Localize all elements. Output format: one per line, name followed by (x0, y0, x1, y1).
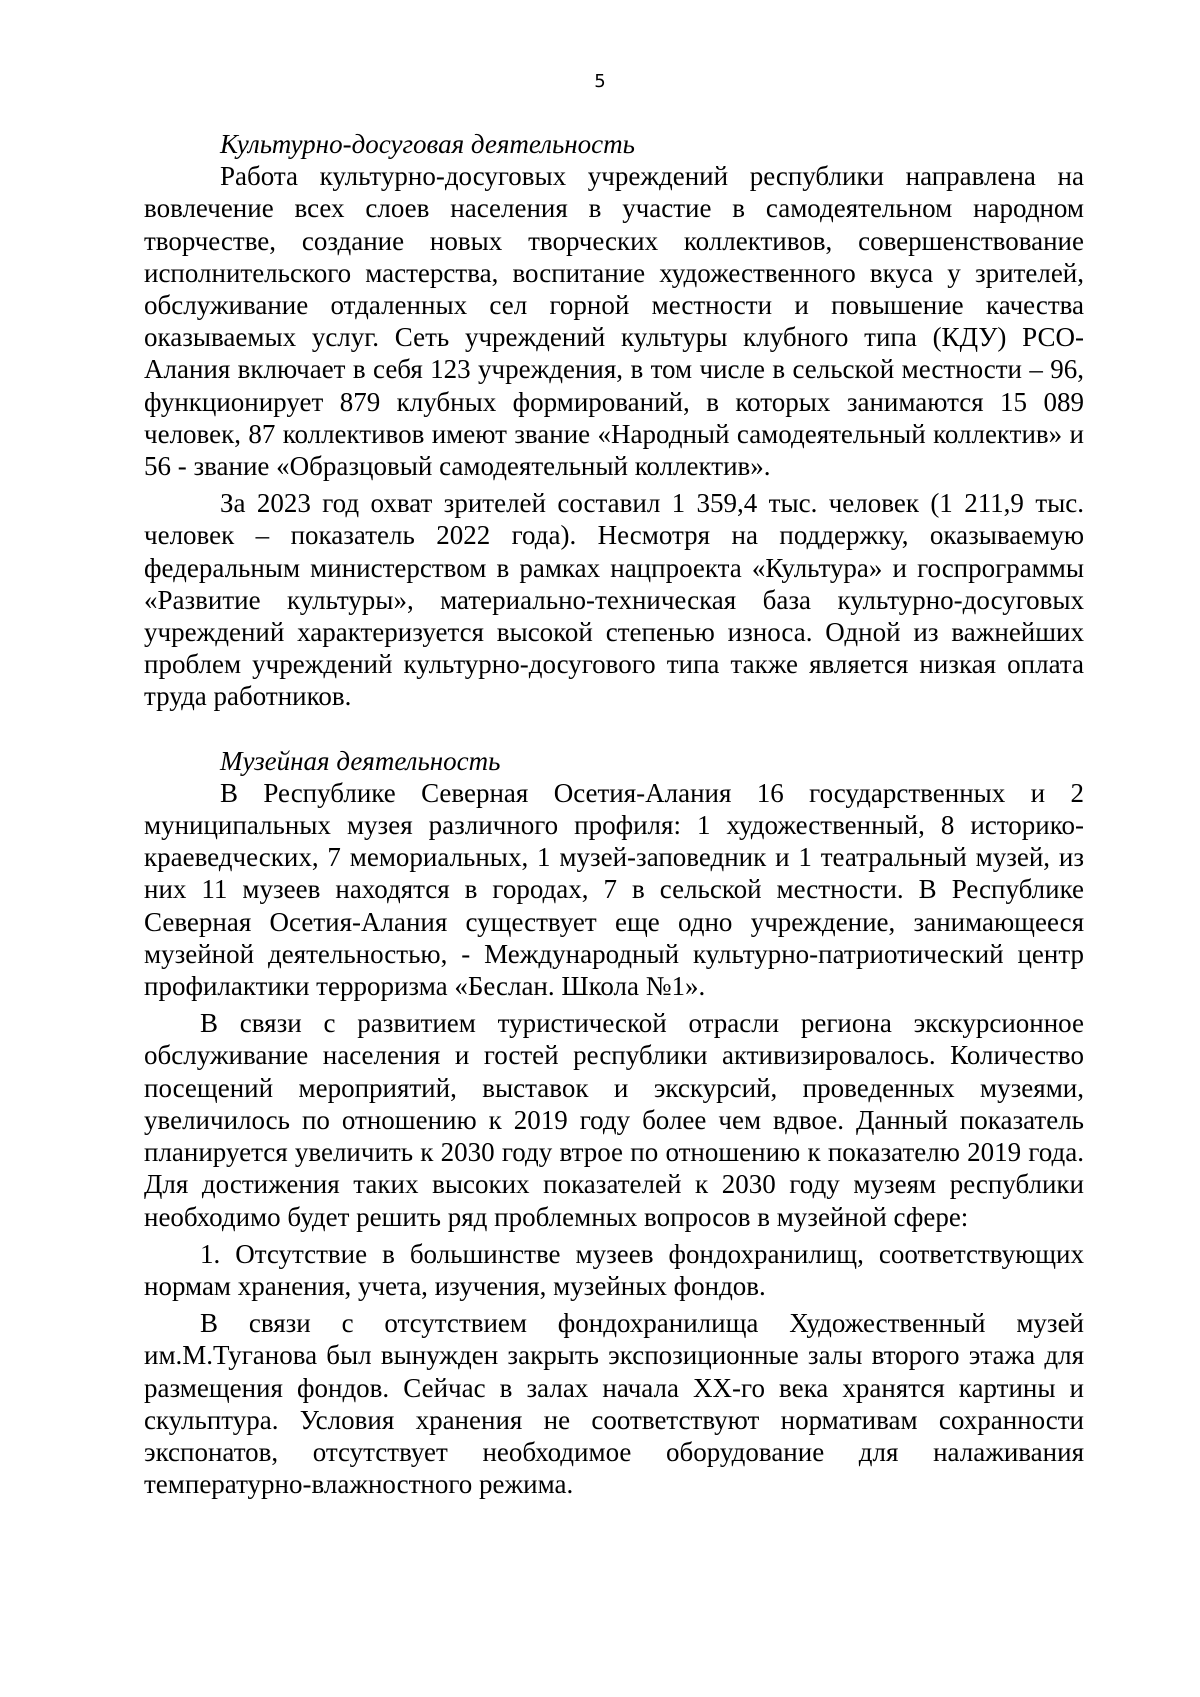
paragraph: Работа культурно-досуговых учреждений республики направлена на вовлечение всех слоев населения в участие в самодеятельном народном творчестве, создание новых творческих коллективов, совершенствование исполнительского мастерства, воспитание художественного вкуса у зрителей, обслуживание отдаленных сел горной местности и повышение качества оказываемых услуг. Сеть учреждений культуры клубного типа (КДУ) РСО-Алания включает в себя 123 учреждения, в том числе в сельской местности – 96, функционирует 879 клубных формирований, в которых занимаются 15 089 человек, 87 коллективов имеют звание «Народный самодеятельный коллектив» и 56 - звание «Образцовый самодеятельный коллектив». (144, 161, 1084, 482)
paragraph: В связи с развитием туристической отрасли региона экскурсионное обслуживание населения и гостей республики активизировалось. Количество посещений мероприятий, выставок и экскурсий, проведенных музеями, увеличилось по отношению к 2019 году более чем вдвое. Данный показатель планируется увеличить к 2030 году втрое по отношению к показателю 2019 года. Для достижения таких высоких показателей к 2030 году музеям республики необходимо будет решить ряд проблемных вопросов в музейной сфере: (144, 1008, 1084, 1232)
list-item: 1. Отсутствие в большинстве музеев фондохранилищ, соответствующих нормам хранения, учета, изучения, музейных фондов. (144, 1238, 1084, 1301)
paragraph: В Республике Северная Осетия-Алания 16 государственных и 2 муниципальных музея различного профиля: 1 художественный, 8 историко-краеведческих, 7 мемориальных, 1 музей-заповедник и 1 театральный музей, из них 11 музеев находятся в городах, 7 в сельской местности. В Республике Северная Осетия-Алания существует еще одно учреждение, занимающееся музейной деятельностью, - Международный культурно-патриотический центр профилактики терроризма «Беслан. Школа №1». (144, 777, 1084, 1002)
paragraph: В связи с отсутствием фондохранилища Художественный музей им.М.Туганова был вынужден закрыть экспозиционные залы второго этажа для размещения фондов. Сейчас в залах начала XX-го века хранятся картины и скульптура. Условия хранения не соответствуют нормативам сохранности экспонатов, отсутствует необходимое оборудование для налаживания температурно-влажностного режима. (144, 1308, 1084, 1500)
document-body (144, 128, 1084, 1500)
paragraph: За 2023 год охват зрителей составил 1 359,4 тыс. человек (1 211,9 тыс. человек – показатель 2022 года). Несмотря на поддержку, оказываемую федеральным министерством в рамках нацпроекта «Культура» и госпрограммы «Развитие культуры», материально-техническая база культурно-досуговых учреждений характеризуется высокой степенью износа. Одной из важнейших проблем учреждений культурно-досугового типа также является низкая оплата труда работников. (144, 488, 1084, 712)
page-number: 5 (594, 71, 606, 92)
section-heading-museum-activity: Музейная деятельность (220, 745, 501, 776)
section-heading-cultural-leisure: Культурно-досуговая деятельность (220, 129, 635, 159)
